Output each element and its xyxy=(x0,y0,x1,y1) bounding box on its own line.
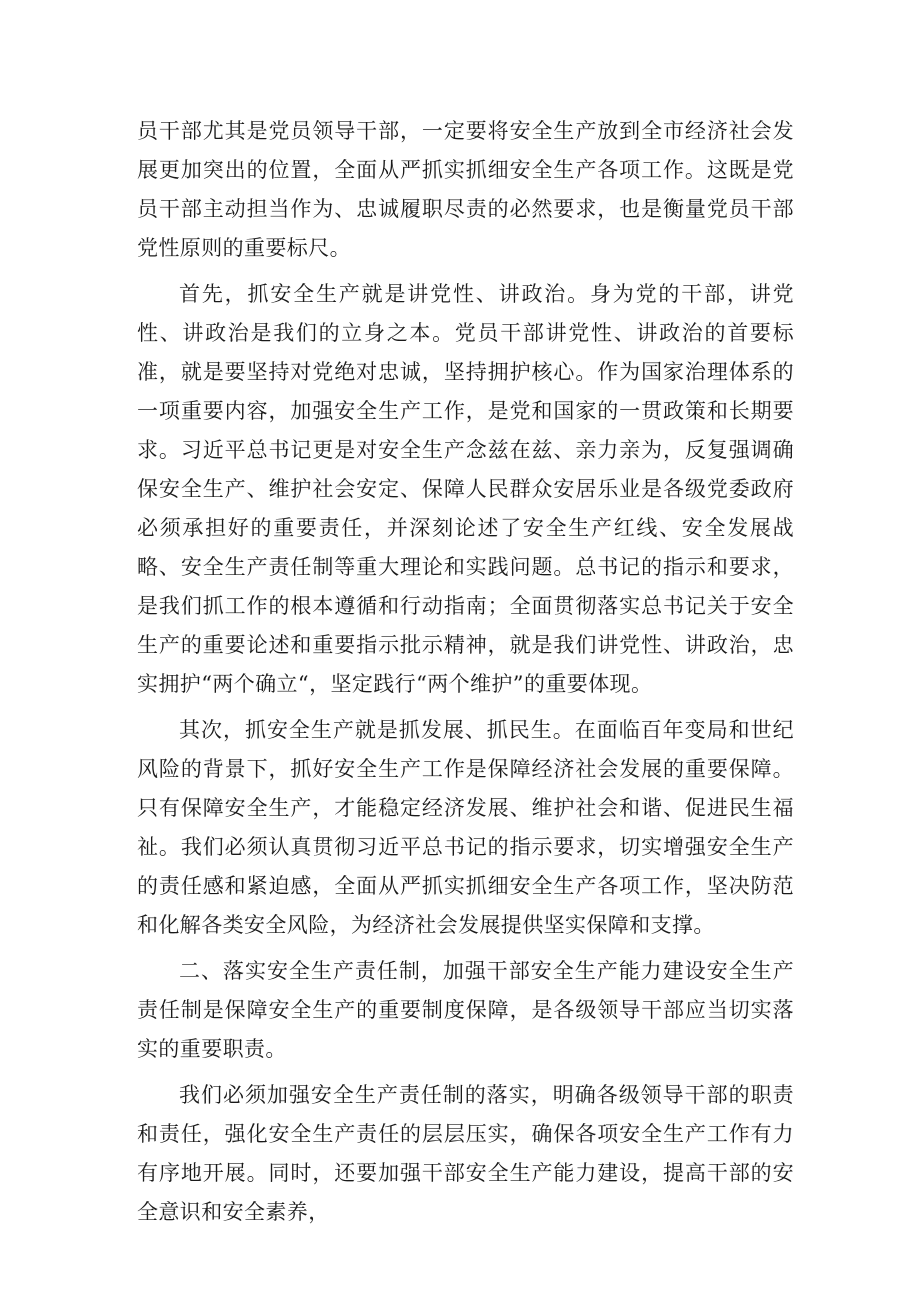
paragraph-responsibility: 我们必须加强安全生产责任制的落实，明确各级领导干部的职责和责任，强化安全生产责任的层层压实，确保各项安全生产工作有力有序地开展。同时，还要加强干部安全生产能力建设，提高干部的安全意识和安全素养， xyxy=(137,1083,794,1224)
paragraph-development: 其次，抓安全生产就是抓发展、抓民生。在面临百年变局和世纪风险的背景下，抓好安全生产工作是保障经济社会发展的重要保障。只有保障安全生产，才能稳定经济发展、维护社会和谐、促进民生福祉。我们必须认真贯彻习近平总书记的指示要求，切实增强安全生产的责任感和紧迫感，全面从严抓实抓细安全生产各项工作，坚决防范和化解各类安全风险，为经济社会发展提供坚实保障和支撑。 xyxy=(137,718,794,937)
paragraph-continuation: 员干部尤其是党员领导干部，一定要将安全生产放到全市经济社会发展更加突出的位置，全面从严抓实抓细安全生产各项工作。这既是党员干部主动担当作为、忠诚履职尽责的必然要求，也是衡量党员干部党性原则的重要标尺。 xyxy=(137,119,794,260)
document-body xyxy=(137,112,794,1239)
paragraph-politics: 首先，抓安全生产就是讲党性、讲政治。身为党的干部，讲党性、讲政治是我们的立身之本。党员干部讲党性、讲政治的首要标准，就是要坚持对党绝对忠诚，坚持拥护核心。作为国家治理体系的一项重要内容，加强安全生产工作，是党和国家的一贯政策和长期要求。习近平总书记更是对安全生产念兹在兹、亲力亲为，反复强调确保安全生产、维护社会安定、保障人民群众安居乐业是各级党委政府必须承担好的重要责任，并深刻论述了安全生产红线、安全发展战略、安全生产责任制等重大理论和实践问题。总书记的指示和要求，是我们抓工作的根本遵循和行动指南；全面贯彻落实总书记关于安全生产的重要论述和重要指示批示精神，就是我们讲党性、讲政治，忠实拥护“两个确立“，坚定践行“两个维护”的重要体现。 xyxy=(137,282,794,696)
paragraph-section-two-heading: 二、落实安全生产责任制，加强干部安全生产能力建设安全生产责任制是保障安全生产的重要制度保障，是各级领导干部应当切实落实的重要职责。 xyxy=(137,959,794,1061)
